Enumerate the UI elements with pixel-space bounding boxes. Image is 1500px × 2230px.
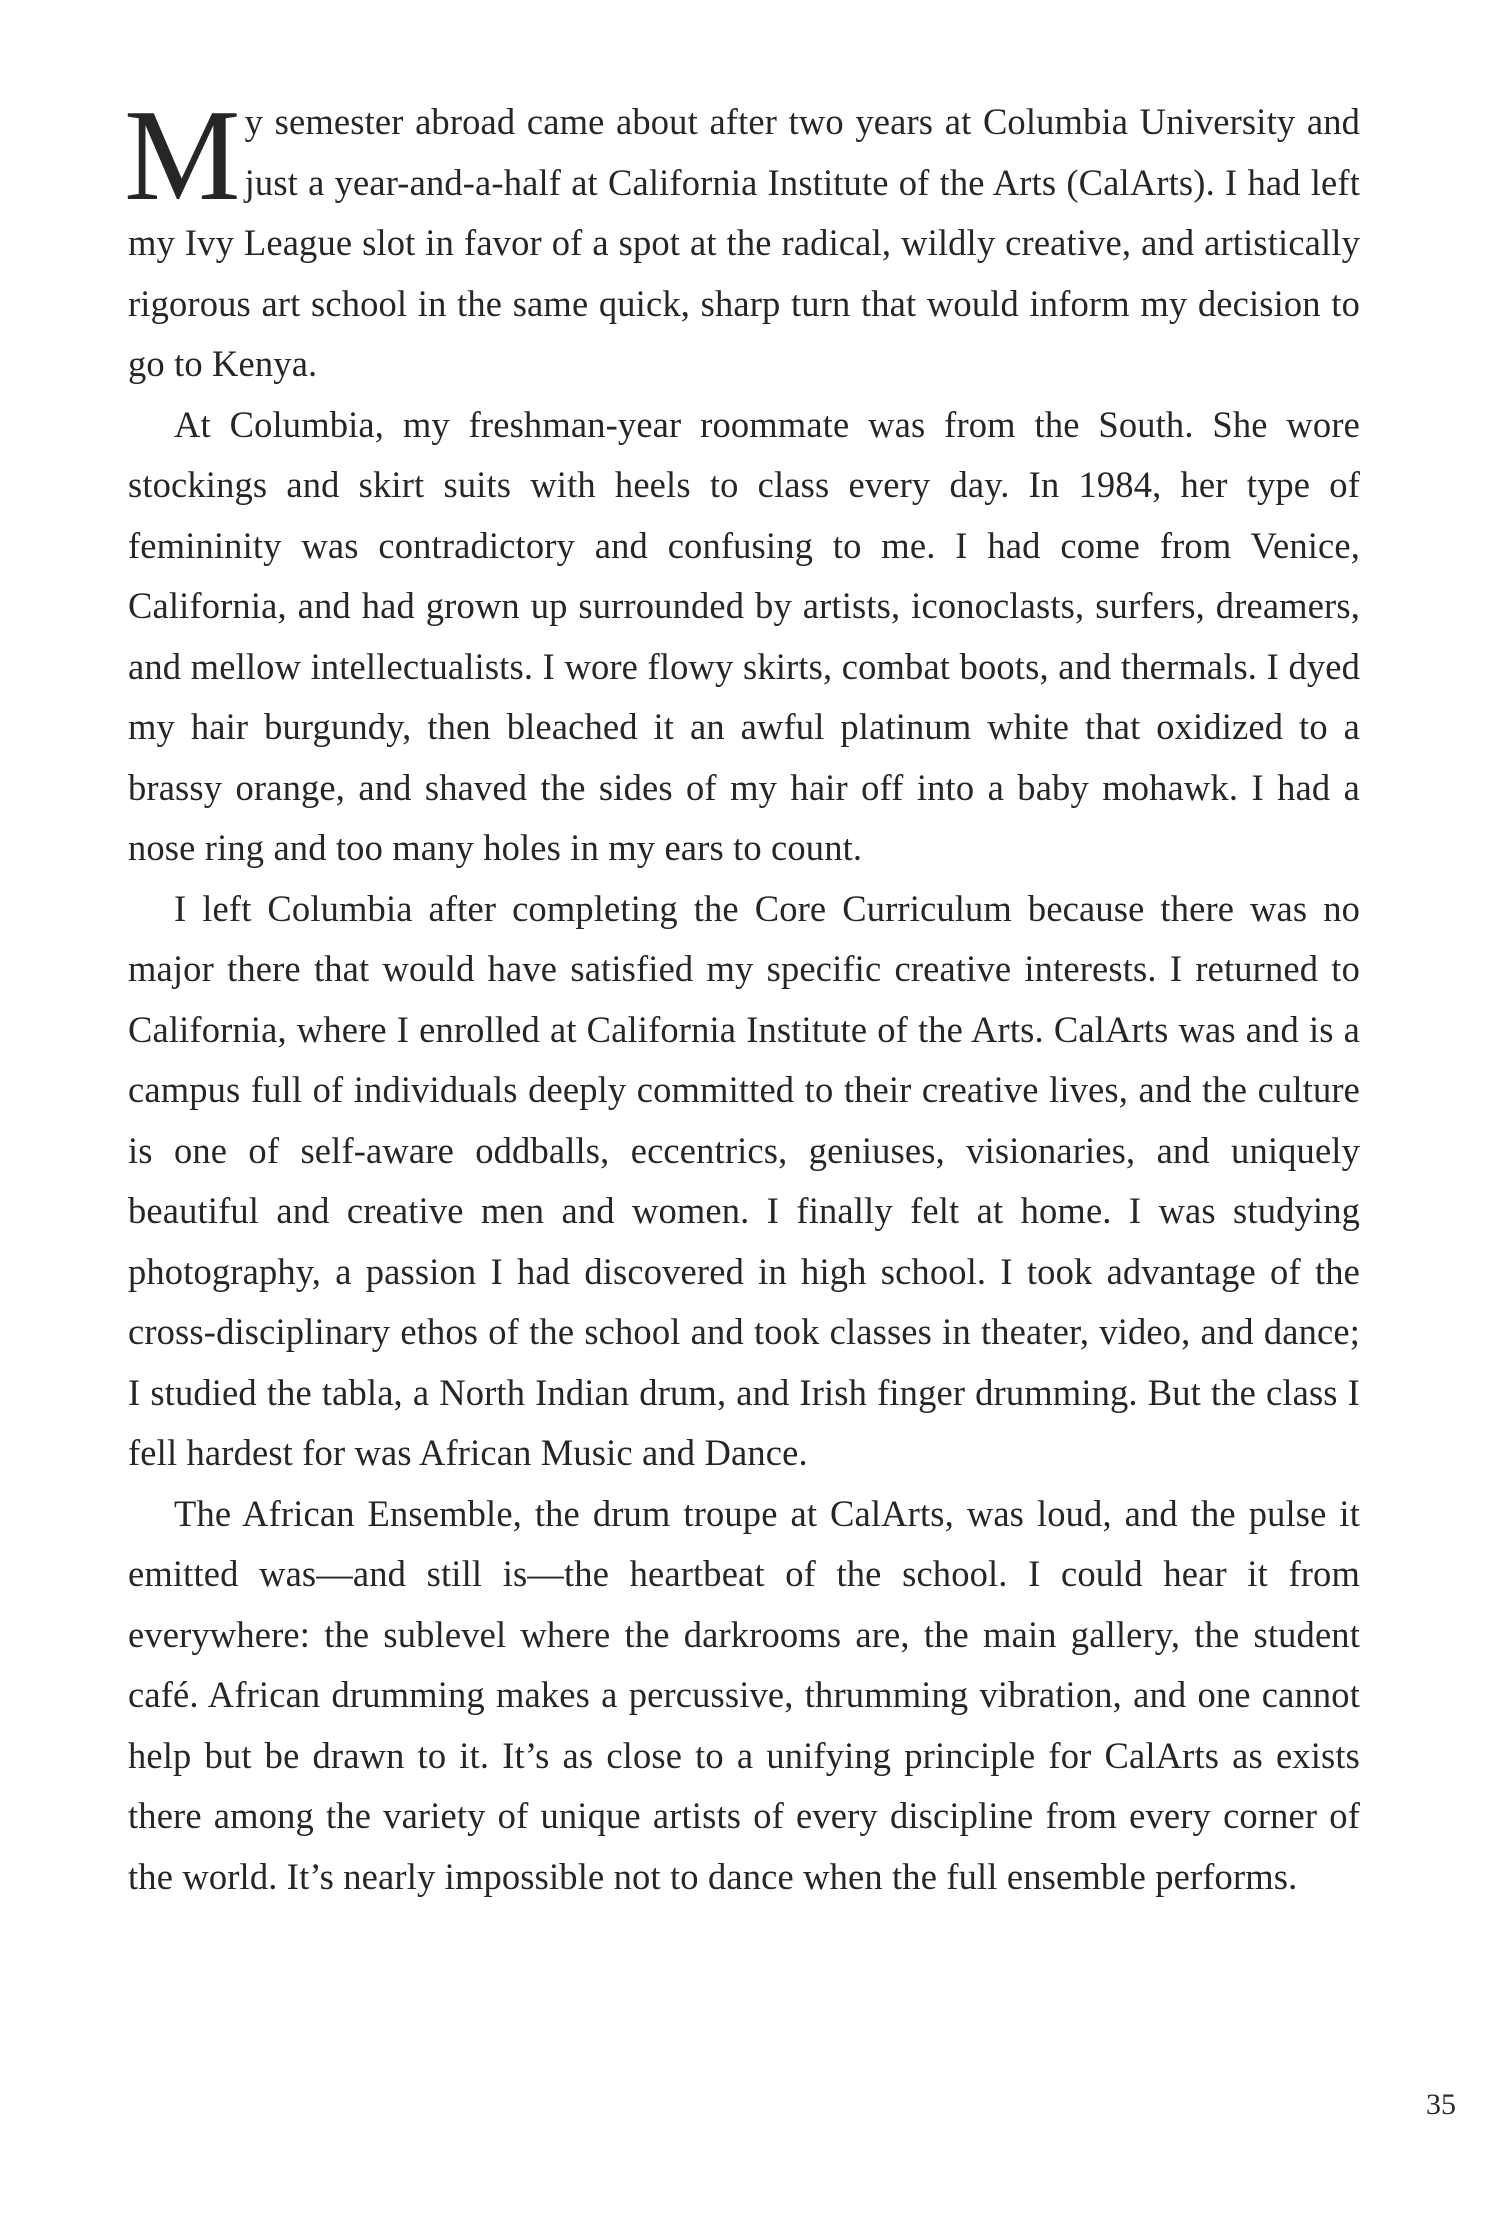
page-number: 35: [1426, 2088, 1456, 2121]
paragraph-2: At Columbia, my freshman-year roommate was from the South. She wore stockings and skirt suits with heels to class every day. In 1984, her type of femininity was contradictory and confusing to me. I had come from Venice, California, and had grown up surrounded by artists, iconoclasts, surfers, dreamers, and mellow intellectualists. I wore flowy skirts, combat boots, and thermals. I dyed my hair burgundy, then bleached it an awful platinum white that oxidized to a brassy orange, and shaved the sides of my hair off into a baby mohawk. I had a nose ring and too many holes in my ears to count.: [128, 403, 1360, 868]
paragraph-1: [124, 83, 1360, 395]
paragraph-3: I left Columbia after completing the Core Curriculum because there was no major there that would have satisfied my specific creative interests. I returned to California, where I enrolled at California Institute of the Arts. CalArts was and is a campus full of individuals deeply committed to their creative lives, and the culture is one of self-aware oddballs, eccentrics, geniuses, visionaries, and uniquely beautiful and creative men and women. I finally felt at home. I was studying photography, a passion I had discovered in high school. I took advantage of the cross-disciplinary ethos of the school and took classes in theater, video, and dance; I studied the tabla, a North Indian drum, and Irish finger drumming. But the class I fell hardest for was African Music and Dance.: [128, 887, 1360, 1473]
body-text: [124, 83, 1360, 1907]
paragraph-1-text: y semester abroad came about after two years at Columbia University and just a year-and-a-half at California Institute of the Arts (CalArts). I had left my Ivy League slot in favor of a spot at the radical, wildly creative, and artistically rigorous art school in the same quick, sharp turn that would inform my decision to go to Kenya.: [128, 101, 1360, 384]
paragraph-4: The African Ensemble, the drum troupe at CalArts, was loud, and the pulse it emitted was—and still is—the heartbeat of the school. I could hear it from everywhere: the sublevel where the darkrooms are, the main gallery, the student café. African drumming makes a percussive, thrumming vibration, and one cannot help but be drawn to it. It’s as close to a unifying principle for CalArts as exists there among the variety of unique artists of every discipline from every corner of the world. It’s nearly impossible not to dance when the full ensemble performs.: [128, 1492, 1360, 1897]
drop-cap: M: [124, 83, 241, 228]
